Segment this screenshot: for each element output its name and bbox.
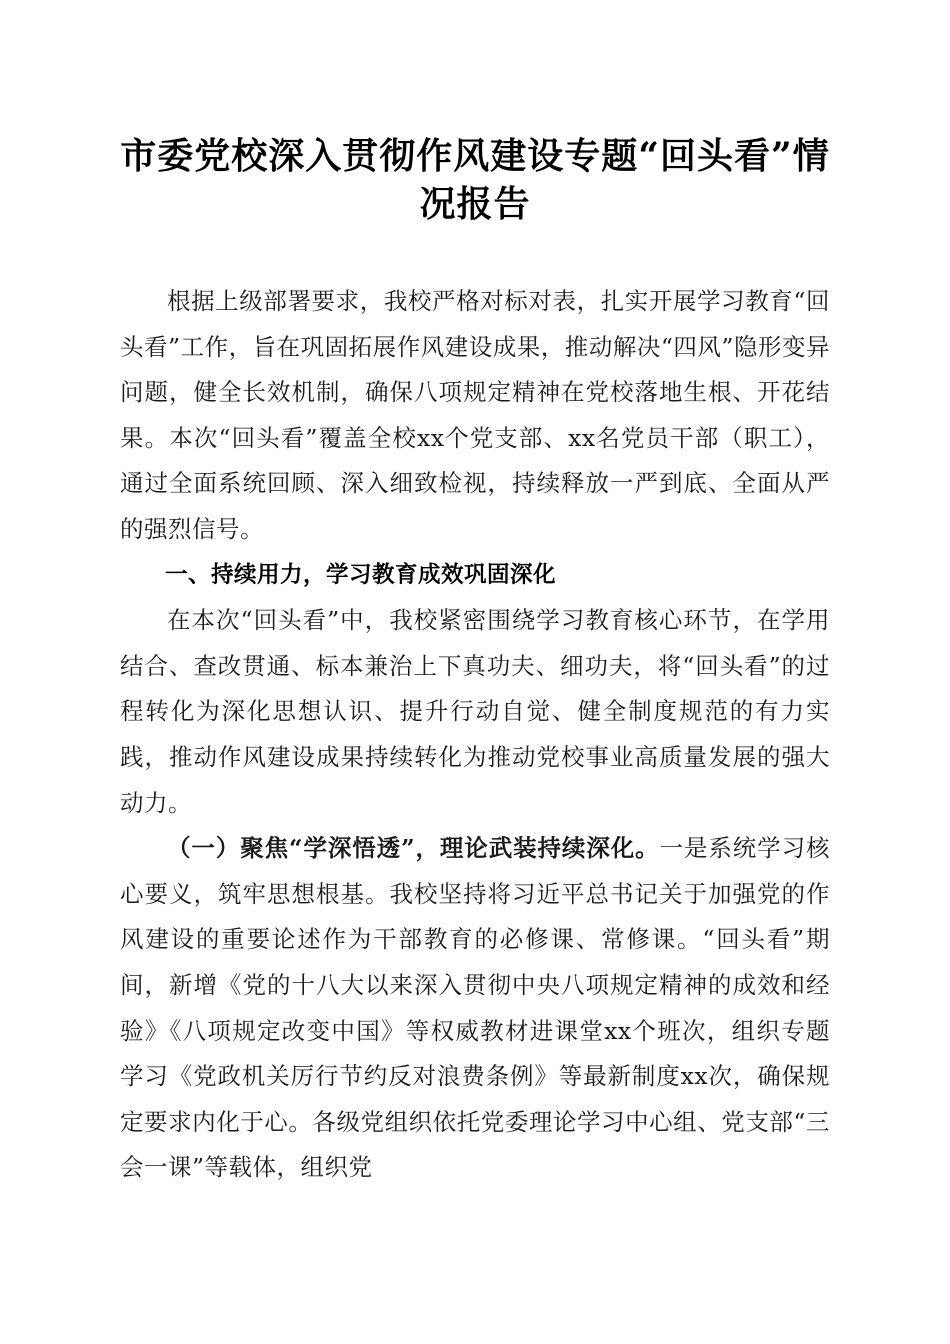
subsection-1-text: 一是系统学习核心要义，筑牢思想根基。我校坚持将习近平总书记关于加强党的作风建设的重要论述作为干部教育的必修课、常修课。“回头看”期间，新增《党的十八大以来深入贯彻中央八项规定精神的成效和经验》《八项规定改变中国》等权威教材进课堂xx个班次，组织专题学习《党政机关厉行节约反对浪费条例》等最新制度xx次，确保规定要求内化于心。各级党组织依托党委理论学习中心组、党支部“三会一课”等载体，组织党 [120,834,830,1182]
intro-paragraph: 根据上级部署要求，我校严格对标对表，扎实开展学习教育“回头看”工作，旨在巩固拓展作风建设成果，推动解决“四风”隐形变异问题，健全长效机制，确保八项规定精神在党校落地生根、开花结果。本次“回头看”覆盖全校xx个党支部、xx名党员干部（职工），通过全面系统回顾、深入细致检视，持续释放一严到底、全面从严的强烈信号。 [120,287,830,543]
subsection-1-lead: （一）聚焦“学深悟透”，理论武装持续深化。 [167,834,660,863]
subsection-1-paragraph [120,826,830,1191]
section-1-paragraph: 在本次“回头看”中，我校紧密围绕学习教育核心环节，在学用结合、查改贯通、标本兼治上下真功夫、细功夫，将“回头看”的过程转化为深化思想认识、提升行动自觉、健全制度规范的有力实践，推动作风建设成果持续转化为推动党校事业高质量发展的强大动力。 [120,606,830,817]
document-body [120,279,830,1191]
section-heading-1: 一、持续用力，学习教育成效巩固深化 [165,561,557,588]
document-title: 市委党校深入贯彻作风建设专题“回头看”情况报告 [120,135,830,225]
